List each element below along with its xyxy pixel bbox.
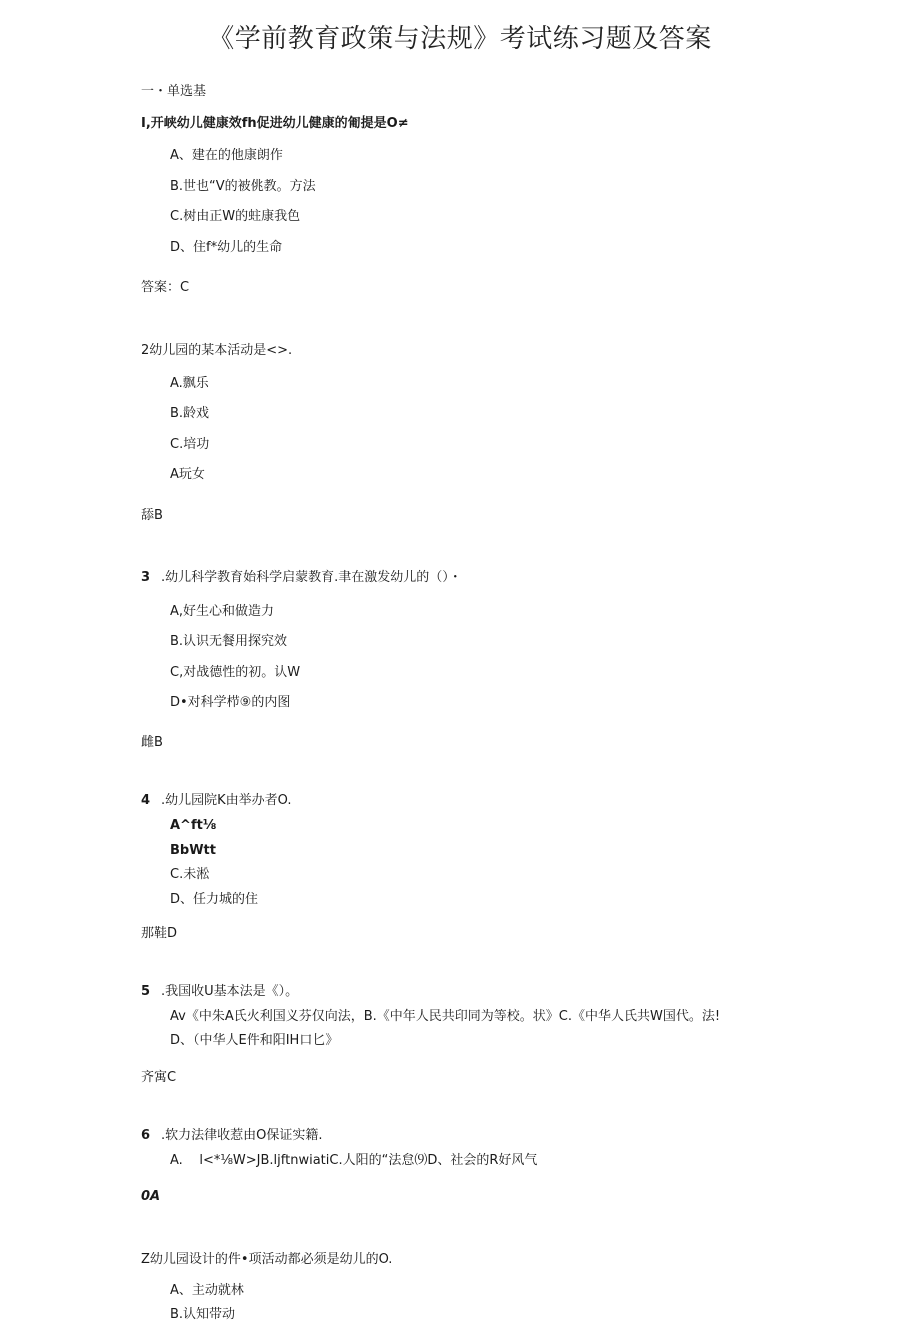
- question-3-option-b: B.认识无餐用探究效: [170, 634, 288, 649]
- question-5-number: 5: [141, 984, 151, 999]
- question-2-answer: 舔B: [141, 508, 163, 523]
- question-4-number: 4: [141, 793, 151, 808]
- question-6-text: .软力法律收惹由O保证实籍.: [161, 1128, 323, 1143]
- question-3-option-a: A,好生心和做造力: [170, 604, 275, 619]
- question-1-option-a: A、建在的他康朗作: [170, 148, 283, 163]
- document-title: 《学前教育政策与法规》考试练习题及答案: [208, 24, 712, 54]
- question-6-stem: [141, 1127, 323, 1145]
- question-2-stem: 2幼儿园的某本活动是<>.: [141, 343, 293, 358]
- question-3-option-c: C,对战德性的初。认W: [170, 665, 301, 680]
- question-3-number: 3: [141, 570, 151, 585]
- question-3-text: .幼儿科学教育始科学启蒙教育.聿在激发幼儿的（）・: [161, 570, 462, 585]
- question-7-stem: Z幼儿园设计的件•项活动都必须是幼儿的O.: [141, 1252, 393, 1267]
- question-1-option-d: D、住f*幼儿的生命: [170, 240, 283, 255]
- question-4-stem: [141, 792, 292, 810]
- question-6-number: 6: [141, 1128, 151, 1143]
- question-2-option-a: A.飘乐: [170, 376, 209, 391]
- question-4-option-b: BbWtt: [170, 843, 216, 858]
- question-3-option-d: D•对科学栉⑨的内图: [170, 695, 291, 710]
- question-5-text: .我国收U基本法是《）。: [161, 984, 299, 999]
- question-5-option-d: D、（中华人E件和阳IH口匕》: [170, 1033, 339, 1048]
- question-3-stem: [141, 569, 462, 587]
- question-4-option-a: A^ft⅛: [170, 818, 217, 833]
- section-heading: 一・单选基: [141, 84, 207, 99]
- question-1-answer: 答案：C: [141, 280, 190, 295]
- question-4-option-d: D、任力城的住: [170, 892, 259, 907]
- question-2-option-d: A玩女: [170, 467, 205, 482]
- question-3-answer: 雌B: [141, 735, 163, 750]
- question-4-answer: 那鞋D: [141, 926, 178, 941]
- question-7-option-a: A、主动就林: [170, 1283, 244, 1298]
- question-6-answer: 0A: [141, 1189, 161, 1204]
- question-1-stem: I,开峡幼儿健康效fh促进幼儿健康的匍提是O≠: [141, 116, 409, 131]
- question-5-stem: [141, 983, 298, 1001]
- question-5-answer: 齐寓C: [141, 1070, 177, 1085]
- question-2-option-c: C.培功: [170, 437, 210, 452]
- question-6-options: A. l<*⅛W>JB.ljftnwiatiC.人阳的“法怠⑼D、社会的R好风气: [170, 1153, 538, 1168]
- question-5-option-abc: Av《中朱A氏火利国义芬仅向法，B.《中年人民共印同为等校。状》C.《中华人氏共W国代。法!: [170, 1009, 721, 1024]
- question-4-option-c: C.未淞: [170, 867, 210, 882]
- question-7-option-b: B.认知带动: [170, 1307, 236, 1322]
- question-1-option-c: C.树由正W的蛀康我色: [170, 209, 301, 224]
- question-1-option-b: B.世也“V的被佻教。方法: [170, 179, 316, 194]
- question-4-text: .幼儿园院K由举办者O.: [161, 793, 292, 808]
- question-2-option-b: B.龄戏: [170, 406, 210, 421]
